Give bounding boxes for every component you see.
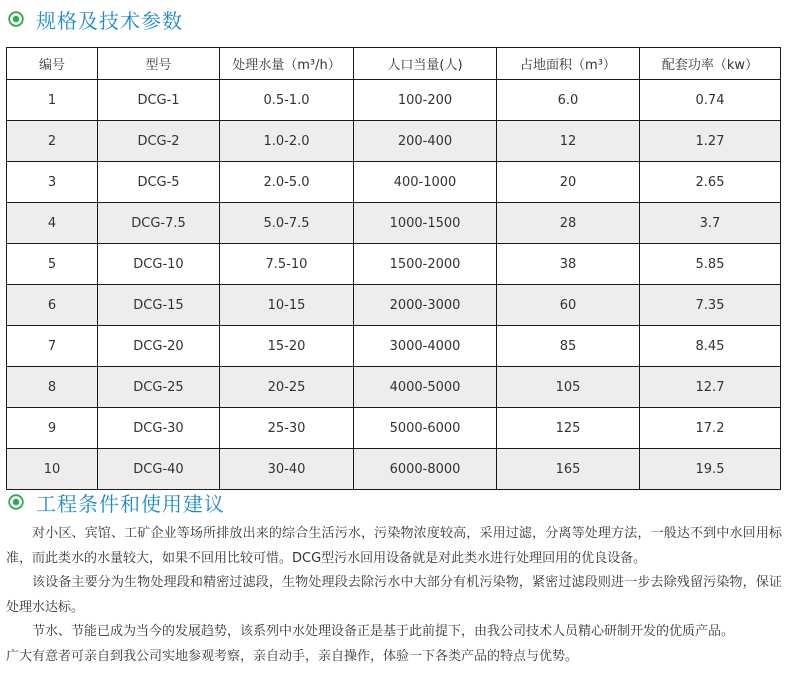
table-cell: 1.27 <box>640 121 781 162</box>
table-cell: 1500-2000 <box>354 244 497 285</box>
table-cell: 4 <box>7 203 98 244</box>
header-cell: 配套功率（kw） <box>640 48 781 80</box>
table-cell: 6 <box>7 285 98 326</box>
table-cell: 105 <box>497 367 640 408</box>
table-cell: 165 <box>497 449 640 490</box>
table-cell: 6000-8000 <box>354 449 497 490</box>
table-cell: 25-30 <box>220 408 354 449</box>
table-cell: 6.0 <box>497 80 640 121</box>
section-title-specs <box>8 4 183 34</box>
table-row <box>7 285 781 326</box>
table-cell: 2.65 <box>640 162 781 203</box>
table-cell: DCG-7.5 <box>98 203 220 244</box>
table-cell: 8 <box>7 367 98 408</box>
table-cell: 7.35 <box>640 285 781 326</box>
table-cell: 3 <box>7 162 98 203</box>
table-cell: 19.5 <box>640 449 781 490</box>
table-cell: 12.7 <box>640 367 781 408</box>
paragraph: 节水、节能已成为当今的发展趋势，该系列中水处理设备正是基于此前提下，由我公司技术人员精心研制开发的优质产品。 <box>32 624 735 639</box>
paragraph: 广大有意者可亲自到我公司实地参观考察，亲自动手，亲自操作，体验一下各类产品的特点与优势。 <box>6 648 579 664</box>
table-cell: 30-40 <box>220 449 354 490</box>
table-cell: DCG-10 <box>98 244 220 285</box>
section-title-text: 工程条件和使用建议 <box>36 491 225 516</box>
paragraph: 该设备主要分为生物处理段和精密过滤段，生物处理段去除污水中大部分有机污染物，紧密过滤段则进一步去除残留污染物，保证处理水达标。 <box>6 575 782 615</box>
table-cell: DCG-1 <box>98 80 220 121</box>
table-cell: DCG-5 <box>98 162 220 203</box>
table-cell: 5.85 <box>640 244 781 285</box>
table-cell: 7.5-10 <box>220 244 354 285</box>
table-cell: 2 <box>7 121 98 162</box>
table-cell: DCG-2 <box>98 121 220 162</box>
double-circle-icon <box>8 494 24 510</box>
section-title-text: 规格及技术参数 <box>36 8 183 33</box>
table-row <box>7 244 781 285</box>
table-cell: 1000-1500 <box>354 203 497 244</box>
table-cell: 9 <box>7 408 98 449</box>
spec-table <box>6 47 781 490</box>
table-cell: 100-200 <box>354 80 497 121</box>
header-cell: 编号 <box>7 48 98 80</box>
paragraph: 对小区、宾馆、工矿企业等场所排放出来的综合生活污水，污染物浓度较高，采用过滤，分离等处理方法，一般达不到中水回用标准，而此类水的水量较大，如果不回用比较可惜。DCG型污水回用设备就是对此类水进行处理回用的优良设备。 <box>6 526 782 566</box>
table-cell: 3.7 <box>640 203 781 244</box>
table-cell: 60 <box>497 285 640 326</box>
table-cell: DCG-20 <box>98 326 220 367</box>
table-row <box>7 162 781 203</box>
header-cell: 人口当量(人) <box>354 48 497 80</box>
table-cell: 2.0-5.0 <box>220 162 354 203</box>
table-cell: 5000-6000 <box>354 408 497 449</box>
table-cell: 10 <box>7 449 98 490</box>
table-cell: 10-15 <box>220 285 354 326</box>
table-cell: 28 <box>497 203 640 244</box>
table-row <box>7 121 781 162</box>
table-header-row <box>7 48 781 80</box>
table-cell: 85 <box>497 326 640 367</box>
table-row <box>7 449 781 490</box>
table-row <box>7 326 781 367</box>
table-cell: 200-400 <box>354 121 497 162</box>
double-circle-icon <box>8 11 24 27</box>
table-cell: DCG-25 <box>98 367 220 408</box>
table-cell: 1.0-2.0 <box>220 121 354 162</box>
table-row <box>7 408 781 449</box>
table-cell: 2000-3000 <box>354 285 497 326</box>
table-cell: 3000-4000 <box>354 326 497 367</box>
header-cell: 占地面积（m³） <box>497 48 640 80</box>
table-cell: 400-1000 <box>354 162 497 203</box>
usage-text <box>6 522 782 669</box>
table-row <box>7 80 781 121</box>
header-cell: 处理水量（m³/h） <box>220 48 354 80</box>
header-cell: 型号 <box>98 48 220 80</box>
table-cell: 0.5-1.0 <box>220 80 354 121</box>
table-cell: 12 <box>497 121 640 162</box>
table-cell: DCG-40 <box>98 449 220 490</box>
table-cell: 8.45 <box>640 326 781 367</box>
table-cell: 7 <box>7 326 98 367</box>
table-cell: 0.74 <box>640 80 781 121</box>
table-cell: 5.0-7.5 <box>220 203 354 244</box>
table-cell: DCG-30 <box>98 408 220 449</box>
table-cell: 20-25 <box>220 367 354 408</box>
table-cell: 38 <box>497 244 640 285</box>
table-row <box>7 367 781 408</box>
table-cell: DCG-15 <box>98 285 220 326</box>
table-row <box>7 203 781 244</box>
table-cell: 20 <box>497 162 640 203</box>
table-cell: 4000-5000 <box>354 367 497 408</box>
table-cell: 1 <box>7 80 98 121</box>
table-cell: 15-20 <box>220 326 354 367</box>
table-cell: 5 <box>7 244 98 285</box>
section-title-usage <box>8 487 225 517</box>
table-cell: 125 <box>497 408 640 449</box>
table-cell: 17.2 <box>640 408 781 449</box>
